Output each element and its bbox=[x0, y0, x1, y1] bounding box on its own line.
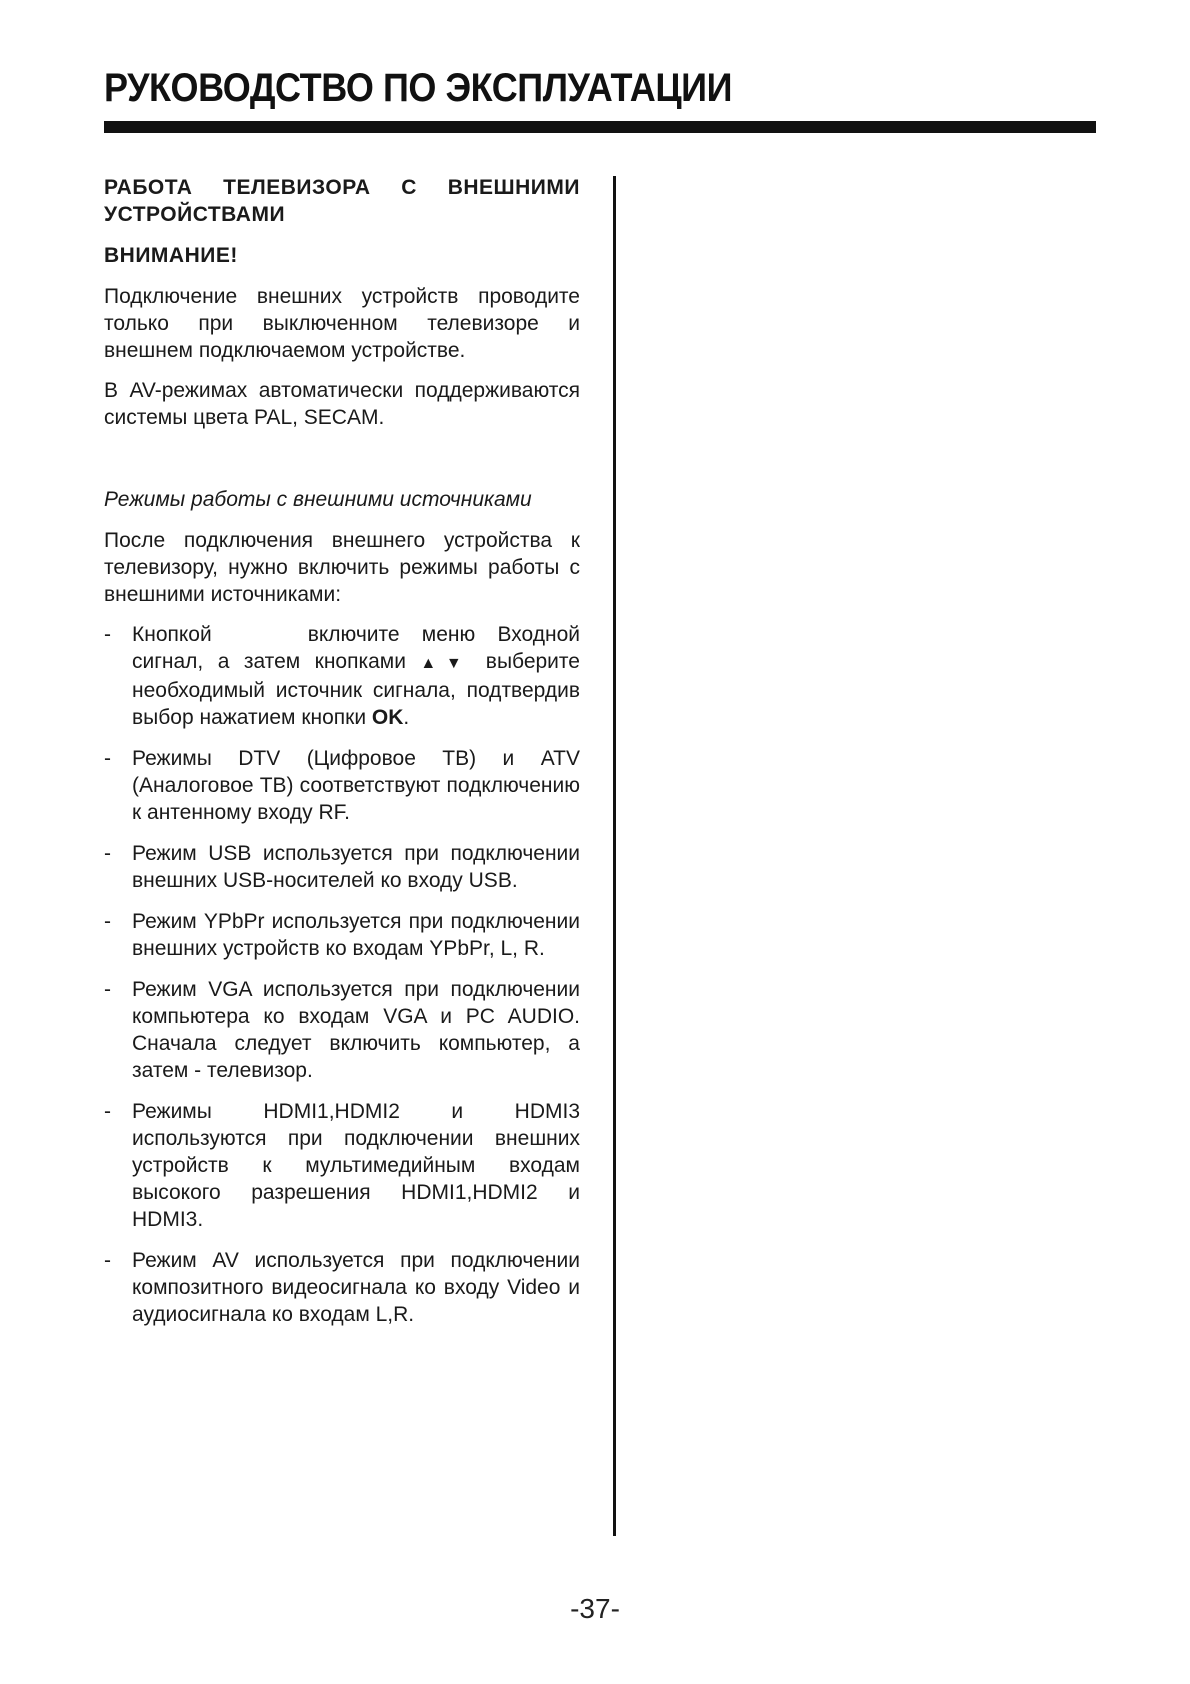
bullet-text: Режимы DTV (Цифровое ТВ) и ATV (Аналоговое ТВ) соответствуют подключению к антенному входу RF. bbox=[132, 747, 580, 824]
page-title: РУКОВОДСТВО ПО ЭКСПЛУАТАЦИИ bbox=[104, 66, 733, 110]
bullet-dash: - bbox=[104, 1249, 111, 1272]
warning-text: Подключение внешних устройств проводите только при выключенном телевизоре и внешнем подключаемом устройстве. bbox=[104, 285, 580, 362]
up-down-arrows-icon: ▲▼ bbox=[420, 655, 472, 672]
bullet-text: Режим VGA используется при подключении компьютера ко входам VGA и PC AUDIO. Сначала следует включить компьютер, а затем - телевизор. bbox=[132, 978, 580, 1082]
list-item bbox=[104, 840, 580, 894]
bullet-text: Кнопкой bbox=[132, 623, 212, 646]
list-item bbox=[104, 1098, 580, 1233]
title-underline bbox=[104, 121, 1096, 133]
bullet-text: Режимы HDMI1,HDMI2 и HDMI3 используются при подключении внешних устройств к мультимедийным входам высокого разрешения HDMI1,HDMI2 и HDMI3. bbox=[132, 1100, 580, 1231]
bullet-text: Режим USB используется при подключении внешних USB-носителей ко входу USB. bbox=[132, 842, 580, 892]
bullet-text: Режим YPbPr используется при подключении внешних устройств ко входам YPbPr, L, R. bbox=[132, 910, 580, 960]
list-item bbox=[104, 745, 580, 826]
bullet-text: включите меню Входной сигнал, а затем кнопками bbox=[132, 623, 580, 673]
left-column bbox=[104, 174, 580, 1342]
section-heading: РАБОТА ТЕЛЕВИЗОРА С ВНЕШНИМИ УСТРОЙСТВАМИ bbox=[104, 176, 580, 226]
modes-list bbox=[104, 621, 580, 1328]
bullet-dash: - bbox=[104, 910, 111, 933]
subsection-heading: Режимы работы с внешними источниками bbox=[104, 488, 532, 511]
intro-paragraph: После подключения внешнего устройства к телевизору, нужно включить режимы работы с внешними источниками: bbox=[104, 529, 580, 606]
bullet-dash: - bbox=[104, 747, 111, 770]
av-color-systems-text: В AV-режимах автоматически поддерживаются системы цвета PAL, SECAM. bbox=[104, 379, 580, 429]
bullet-dash: - bbox=[104, 1100, 111, 1123]
warning-heading: ВНИМАНИЕ! bbox=[104, 244, 238, 267]
bullet-text: Режим AV используется при подключении композитного видеосигнала ко входу Video и аудиосигнала ко входам L,R. bbox=[132, 1249, 580, 1326]
ok-button-label: OK bbox=[371, 706, 404, 729]
list-item bbox=[104, 621, 580, 731]
list-item bbox=[104, 1247, 580, 1328]
bullet-dash: - bbox=[104, 623, 111, 646]
column-divider bbox=[613, 176, 616, 1536]
bullet-dash: - bbox=[104, 978, 111, 1001]
list-item bbox=[104, 908, 580, 962]
bullet-text: выберите необходимый источник сигнала, подтвердив выбор нажатием кнопки bbox=[132, 650, 580, 729]
bullet-text: . bbox=[403, 706, 410, 729]
page-number: -37- bbox=[570, 1593, 620, 1624]
bullet-dash: - bbox=[104, 842, 111, 865]
list-item bbox=[104, 976, 580, 1084]
